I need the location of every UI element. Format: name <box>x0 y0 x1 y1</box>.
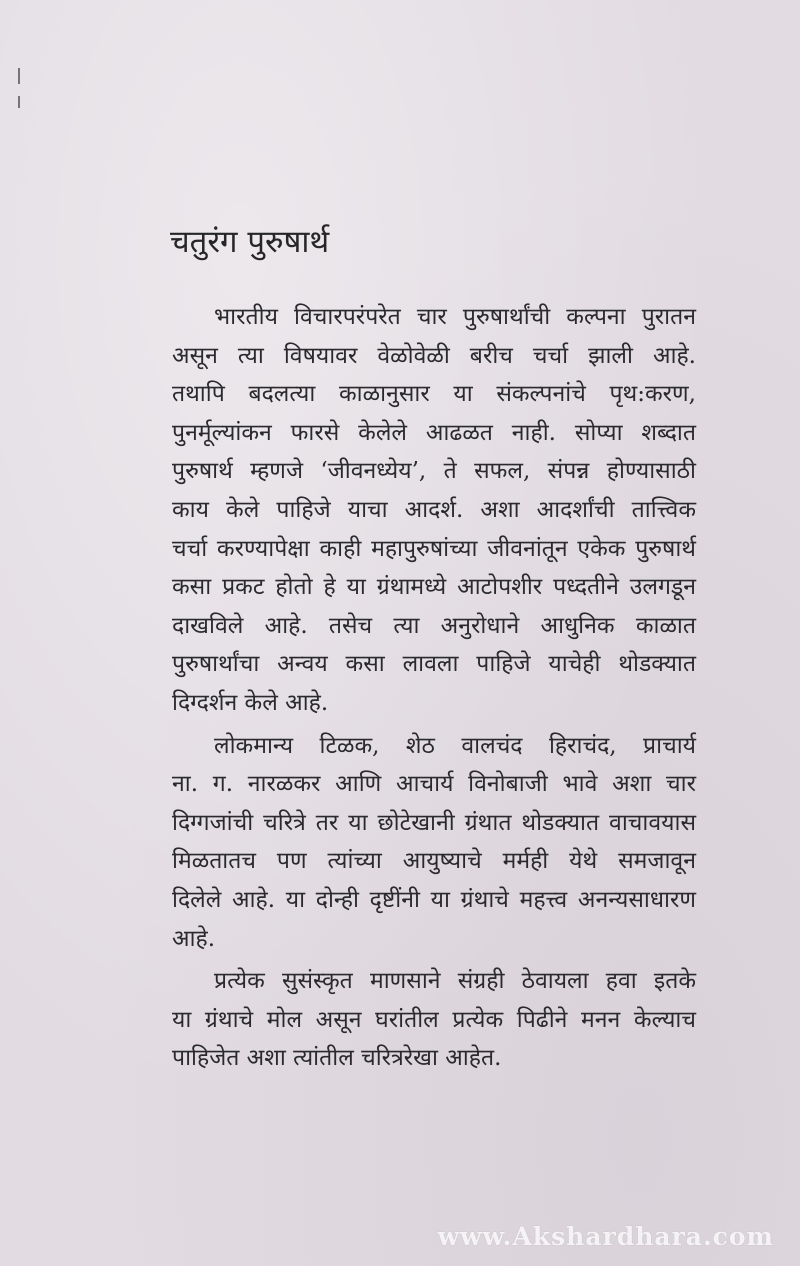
watermark-text: www.Akshardhara.com <box>437 1222 774 1251</box>
text-line: असून त्या विषयावर वेळोवेळी बरीच चर्चा झाली आहे. <box>172 342 696 369</box>
text-line: पुरुषार्थ म्हणजे ‘जीवनध्येय’, ते सफल, संपन्न होण्यासाठी <box>172 458 696 485</box>
text-line: दाखविले आहे. तसेच त्या अनुरोधाने आधुनिक काळात <box>172 612 696 639</box>
text-line: दिग्दर्शन केले आहे. <box>172 689 329 716</box>
text-line: काय केले पाहिजे याचा आदर्श. अशा आदर्शांची तात्त्विक <box>172 496 696 523</box>
scan-edge-mark <box>18 96 20 108</box>
paragraph <box>172 962 696 1078</box>
paragraph <box>172 298 696 723</box>
text-line: पाहिजेत अशा त्यांतील चरित्ररेखा आहेत. <box>172 1045 502 1072</box>
text-line: चर्चा करण्यापेक्षा काही महापुरुषांच्या जीवनांतून एकेक पुरुषार्थ <box>172 535 696 562</box>
text-line: आहे. <box>172 925 216 952</box>
text-line: तथापि बदलत्या काळानुसार या संकल्पनांचे पृथ:करण, <box>172 381 696 408</box>
blurb-text <box>172 298 696 1078</box>
page-title: चतुरंग पुरुषार्थ <box>170 224 330 260</box>
text-line: कसा प्रकट होतो हे या ग्रंथामध्ये आटोपशीर पध्दतीने उलगडून <box>172 574 696 601</box>
scan-edge-mark <box>18 68 20 84</box>
paragraph <box>172 727 696 959</box>
text-line: प्रत्येक सुसंस्कृत माणसाने संग्रही ठेवायला हवा इतके <box>214 968 696 995</box>
text-line: लोकमान्य टिळक, शेठ वालचंद हिराचंद, प्राचार्य <box>214 732 696 759</box>
text-line: ना. ग. नारळकर आणि आचार्य विनोबाजी भावे अशा चार <box>172 771 696 798</box>
text-line: भारतीय विचारपरंपरेत चार पुरुषार्थांची कल्पना पुरातन <box>214 304 696 330</box>
text-line: दिलेले आहे. या दोन्ही दृष्टींनी या ग्रंथाचे महत्त्व अनन्यसाधारण <box>172 886 696 913</box>
text-line: पुरुषार्थांचा अन्वय कसा लावला पाहिजे याचेही थोडक्यात <box>172 651 696 678</box>
text-line: दिग्गजांची चरित्रे तर या छोटेखानी ग्रंथात थोडक्यात वाचावयास <box>172 809 696 836</box>
text-line: मिळतातच पण त्यांच्या आयुष्याचे मर्मही येथे समजावून <box>172 848 696 875</box>
text-line: पुनर्मूल्यांकन फारसे केलेले आढळत नाही. सोप्या शब्दात <box>172 419 696 446</box>
text-line: या ग्रंथाचे मोल असून घरांतील प्रत्येक पिढीने मनन केल्याच <box>172 1006 696 1033</box>
